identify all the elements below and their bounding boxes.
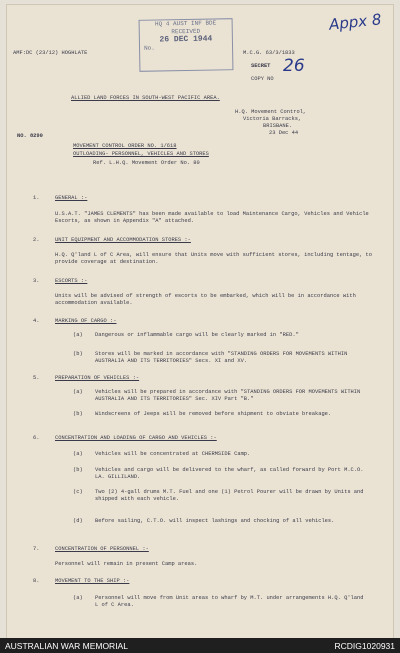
order-reference: Ref. L.H.Q. Movement Order No. 80 (93, 160, 200, 166)
section-2-heading: UNIT EQUIPMENT AND ACCOMMODATION STORES :- (55, 237, 191, 243)
stamp-no: No. (143, 44, 155, 52)
section-1-heading: GENERAL :- (55, 195, 88, 201)
section-6-number: 6. (33, 435, 40, 441)
section-8a-label: (a) (73, 595, 83, 601)
section-6c-label: (c) (73, 489, 83, 495)
section-6d-label: (d) (73, 518, 83, 524)
section-5a-label: (a) (73, 389, 83, 395)
copy-number-handwritten: 26 (283, 56, 305, 76)
section-3-number: 3. (33, 278, 40, 284)
archive-footer (0, 638, 400, 653)
section-8a-text: Personnel will move from Unit areas to wharf by M.T. under arrangements H.Q. Q'land L of C Area. (95, 595, 364, 608)
section-5-number: 5. (33, 375, 40, 381)
section-5-heading: PREPARATION OF VEHICLES :- (55, 375, 140, 381)
section-6c-text: Two (2) 4-gall drums M.T. Fuel and one (1) Petrol Pourer will be drawn by Units and shipped with each vehicle. (95, 489, 364, 502)
section-2-text: H.Q. Q'land L of C Area, will ensure that Units move with sufficient stores, including tentage, to provide coverage at destination. (55, 252, 373, 265)
section-3-heading: ESCORTS :- (55, 278, 88, 284)
section-4-heading: MARKING OF CARGO :- (55, 318, 117, 324)
section-1-text: U.S.A.T. "JAMES CLEMENTS" has been made available to load Maintenance Cargo, Vehicles and Vehicle Escorts, as shown in Appendix "A" attached. (55, 211, 369, 224)
document-date: 23 Dec 44 (269, 130, 299, 136)
section-6a-text: Vehicles will be concentrated at CHERMSIDE Camp. (95, 451, 251, 457)
section-7-number: 7. (33, 546, 40, 552)
section-6-heading: CONCENTRATION AND LOADING OF CARGO AND VEHICLES :- (55, 435, 217, 441)
section-7-heading: CONCENTRATION OF PERSONNEL :- (55, 546, 149, 552)
handwritten-annotation: Appx 8 (328, 10, 383, 34)
section-6b-text: Vehicles and cargo will be delivered to the wharf, as called forward by Port M.C.O. LA. GILLILAND. (95, 467, 364, 480)
section-8-heading: MOVEMENT TO THE SHIP :- (55, 578, 130, 584)
section-4a-text: Dangerous or inflammable cargo will be clearly marked in "RED." (95, 332, 299, 338)
address-line-1: H.Q. Movement Control, (235, 109, 307, 115)
section-3-text: Units will be advised of strength of escorts to be embarked, which will be in accordance with accommodation available. (55, 293, 356, 306)
archive-name: AUSTRALIAN WAR MEMORIAL (5, 641, 128, 651)
section-7-text: Personnel will remain in present Camp areas. (55, 561, 198, 567)
stamp-unit: HQ 4 AUST INF BDE (154, 19, 217, 28)
section-8-number: 8. (33, 578, 40, 584)
received-stamp (139, 18, 234, 72)
section-1-number: 1. (33, 195, 40, 201)
address-line-3: BRISBANE. (263, 123, 293, 129)
section-6d-text: Before sailing, C.T.O. will inspect lashings and chocking of all vehicles. (95, 518, 335, 524)
stamp-received: RECEIVED (171, 27, 201, 36)
section-6a-label: (a) (73, 451, 83, 457)
address-line-2: Victoria Barracks, (243, 116, 302, 122)
order-subject: OUTLOADING- PERSONNEL, VEHICLES AND STORES (73, 151, 209, 157)
reference-code: AMF:DC (23/12) HOGHLATE (13, 50, 88, 56)
security-classification: SECRET (251, 63, 271, 69)
section-4b-text: Stores will be marked in accordance with "STANDING ORDERS FOR MOVEMENTS WITHIN AUSTRALIA AND ITS TERRITORIES" Secs. XI and XV. (95, 351, 348, 364)
section-5b-text: Windscreens of Jeeps will be removed before shipment to obviate breakage. (95, 411, 332, 417)
section-4-number: 4. (33, 318, 40, 324)
document-page (6, 4, 394, 639)
section-4b-label: (b) (73, 351, 83, 357)
archive-record-id: RCDIG1020931 (334, 641, 395, 651)
stamp-date: 26 DEC 1944 (159, 34, 213, 45)
document-title: ALLIED LAND FORCES IN SOUTH-WEST PACIFIC AREA. (71, 95, 220, 101)
order-title: MOVEMENT CONTROL ORDER NO. 1/618 (73, 143, 177, 149)
section-2-number: 2. (33, 237, 40, 243)
order-number: NO. 8290 (17, 133, 43, 139)
section-5b-label: (b) (73, 411, 83, 417)
section-4a-label: (a) (73, 332, 83, 338)
file-reference: M.C.G. 63/3/1833 (243, 50, 295, 56)
section-6b-label: (b) (73, 467, 83, 473)
section-5a-text: Vehicles will be prepared in accordance with "STANDING ORDERS FOR MOVEMENTS WITHIN AUSTRALIA AND ITS TERRITORIES" Sec. XIV Part "B." (95, 389, 361, 402)
copy-number-label: COPY NO (251, 76, 274, 82)
